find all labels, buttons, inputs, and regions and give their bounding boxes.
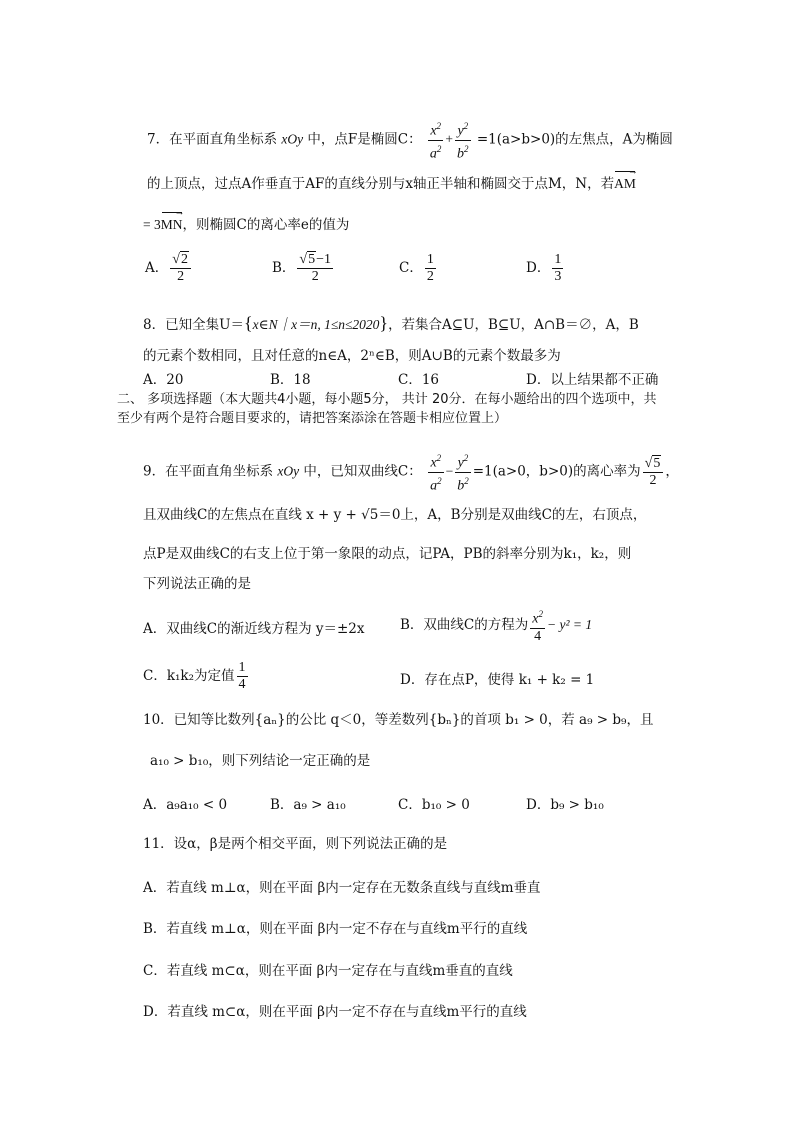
section2-line2: 至少有两个是符合题目要求的，请把答案添涂在答题卡相应位置上）: [117, 411, 508, 426]
q7-text-line2: 的上顶点，过点A作垂直于AF的直线分别与x轴正半轴和椭圆交于点M，N，若: [147, 176, 615, 192]
q9-line1: 9．在平面直角坐标系 xOy 中，已知双曲线C： $\frac{x^2}{a^2}$ − $\frac{y^2}{b^2}$ =1(a>0，b>0)的离心率为 $\frac{√5}{2}$ ，: [143, 450, 679, 494]
q8-option-c: C．16: [398, 372, 440, 388]
q9-option-d: D．存在点P，使得 k₁ + k₂ = 1: [400, 672, 595, 688]
q7-text-line3: ，则椭圆C的离心率e的值为: [182, 217, 350, 233]
q8-text-a: 8．已知全集U＝: [143, 317, 244, 333]
q9-opt-b-frac: $\frac{x^2}{4}$: [530, 606, 545, 645]
q11-option-a: A．若直线 m⊥α，则在平面 β内一定存在无数条直线与直线m垂直: [143, 880, 541, 896]
q9-opt-c-text: C．k₁k₂为定值: [143, 668, 235, 684]
q10-option-b: B．a₉ > a₁₀: [270, 797, 346, 813]
q7-line2: [147, 174, 636, 194]
q9-eccentricity-frac: $\frac{√5}{2}$: [643, 456, 664, 489]
q10-option-d: D．b₉ > b₁₀: [526, 797, 604, 813]
q9-opt-b-text: B．双曲线C的方程为: [400, 616, 529, 633]
q10-line1: 10．已知等比数列{aₙ}的公比 q＜0，等差数列{bₙ}的首项 b₁ > 0，若 a₉ > b₉，且: [143, 712, 654, 728]
q9-line4: 下列说法正确的是: [143, 576, 251, 592]
q7-opt-b-label: B．: [272, 260, 296, 276]
q8-option-a: A．20: [143, 372, 184, 388]
q9-line2: 且双曲线C的左焦点在直线 x + y + √5＝0上，A，B分别是双曲线C的左，右顶点，: [143, 507, 647, 523]
q7-eq3: = 3: [143, 217, 161, 232]
q7-opt-d-label: D．: [526, 260, 551, 276]
q9-text-b: 中，已知双曲线C：: [303, 463, 422, 480]
q9-xoy: xOy: [277, 463, 300, 479]
q9-text-c: =1(a>0，b>0)的离心率为: [472, 463, 641, 480]
q9-option-a: A．双曲线C的渐近线方程为 y＝±2x: [143, 621, 365, 637]
q7-option-c: [399, 252, 438, 285]
q7-eq-rhs: =1(a>b>0)的左焦点，A为椭圆: [476, 131, 673, 148]
q7-xoy: xOy: [281, 131, 304, 147]
q9-opt-c-frac: $\frac{1}{4}$: [238, 660, 246, 692]
q10-option-a: A．a₉a₁₀ < 0: [143, 797, 228, 813]
q7-frac-x: $\frac{x^2}{a^2}$: [428, 118, 444, 162]
q11-line1: 11．设α，β是两个相交平面，则下列说法正确的是: [143, 836, 448, 852]
q8-option-b: B．18: [270, 372, 311, 388]
q11-option-d: D．若直线 m⊂α，则在平面 β内一定不存在与直线m平行的直线: [143, 1004, 527, 1020]
q7-text-a: 7．在平面直角坐标系: [147, 131, 278, 148]
q11-option-b: B．若直线 m⊥α，则在平面 β内一定不存在与直线m平行的直线: [143, 921, 528, 937]
q9-option-b: [400, 606, 592, 645]
q8-option-d: D．以上结果都不正确: [526, 372, 659, 388]
q8-text-b: ，若集合A⊆U，B⊆U，A∩B＝∅，A，B: [388, 317, 639, 333]
q9-text-a: 9．在平面直角坐标系: [143, 463, 274, 480]
q7-vector-mn: MN →: [161, 215, 183, 235]
q7-opt-a-label: A．: [145, 260, 169, 276]
q7-frac-y: $\frac{y^2}{b^2}$: [455, 118, 471, 162]
q8-line2: 的元素个数相同，且对任意的n∈A，2ⁿ∈B，则A∪B的元素个数最多为: [143, 348, 561, 364]
q7-option-b: [272, 252, 335, 285]
q7-line1: 7．在平面直角坐标系 xOy 中，点F是椭圆C： $\frac{x^2}{a^2}$ + $\frac{y^2}{b^2}$ =1(a>b>0)的左焦点，A为椭圆: [147, 118, 673, 162]
q7-vector-am: AM →: [614, 174, 636, 194]
q7-option-d: [526, 252, 565, 285]
q7-option-a: [145, 252, 193, 285]
q11-option-c: C．若直线 m⊂α，则在平面 β内一定存在与直线m垂直的直线: [143, 963, 513, 979]
q9-option-c: [143, 660, 250, 693]
q9-frac-x: $\frac{x^2}{a^2}$: [428, 450, 444, 494]
q9-opt-b-eq: − y² = 1: [546, 616, 593, 632]
q7-opt-d-frac: $\frac{1}{3}$: [554, 252, 562, 284]
q7-line3: [143, 215, 349, 235]
q8-set: x∈N｜x＝n, 1≤n≤2020: [252, 317, 380, 332]
q7-opt-a-frac: $\frac{√2}{2}$: [170, 252, 191, 285]
q7-text-b: 中，点F是椭圆C：: [307, 131, 422, 148]
q8-line1: 8．已知全集U＝{x∈N｜x＝n, 1≤n≤2020}，若集合A⊆U，B⊆U，A∩B＝∅，A，B: [143, 313, 639, 333]
q9-line3: 点P是双曲线C的右支上位于第一象限的动点，记PA，PB的斜率分别为k₁，k₂，则: [143, 546, 632, 562]
q10-line2: a₁₀ > b₁₀，则下列结论一定正确的是: [150, 753, 371, 769]
q7-opt-b-frac: $\frac{√5-1}{2}$: [299, 252, 332, 284]
q7-opt-c-label: C．: [399, 260, 423, 276]
q9-frac-y: $\frac{y^2}{b^2}$: [455, 450, 471, 494]
q7-opt-c-frac: $\frac{1}{2}$: [426, 252, 434, 284]
q10-option-c: C．b₁₀ > 0: [398, 797, 470, 813]
section2-line1: 二、 多项选择题（本大题共4小题，每小题5分， 共计 20分．在每小题给出的四个选项中，共: [117, 392, 657, 407]
